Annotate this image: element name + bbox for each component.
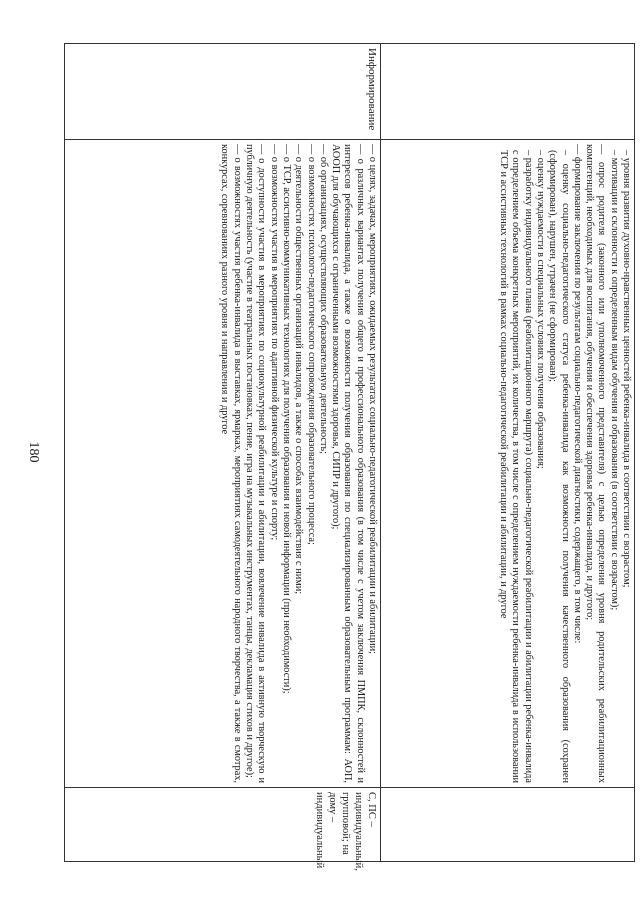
content-line: — о возможностях участия в мероприятиях по адаптивной физической культуре и спорту; xyxy=(268,144,280,541)
service-name-cell: Информирование xyxy=(65,44,381,140)
content-line: — об организациях, осуществляющих образовательную деятельность; xyxy=(317,144,329,455)
service-content-cell xyxy=(65,140,381,788)
content-line: — о деятельности общественных организаций инвалидов, а также о способах взаимодействия с ними; xyxy=(293,144,305,595)
content-line: — о возможностях участия ребенка-инвалида в выставках, ярмарках, мероприятиях самодеятельного народного творчества, а также в смотрах, конкурсах, соревнованиях разного уровня и направления и другое xyxy=(219,144,243,783)
content-line: — о ТСР, ассистивно-коммуникативных технологиях для получения образования и новой информации (при необходимости); xyxy=(280,144,292,694)
service-content-cell xyxy=(381,140,635,788)
rehabilitation-table xyxy=(64,43,635,871)
content-line: – оценку нуждаемости в специальных условиях получения образования; xyxy=(534,150,546,469)
service-form-cell xyxy=(381,788,635,862)
content-line: — опрос родителя (законного или уполномоченного представителя) с целью определения уровня родительских реабилитационных компетенций, необходимых для воспитания, обучения и обеспечения здоровья ребенка-инвалида, и другого; xyxy=(584,144,608,783)
content-line: – уровня развития духовно-нравственных ценностей ребенка-инвалида в соответствии с возрастом; xyxy=(621,150,632,588)
content-line: – разработку индивидуального плана (реабилитационного маршрута) социально-педагогической реабилитации и абилитации ребенка-инвалида с определением объема конкретных мероприятий, их количества, в том числе с определением нуждаемости ребенка-инвалида в использовании ТСР и ассистивных технологий в рамках социально-педагогической реабилитации и абилитации, и другое xyxy=(498,150,534,783)
content-line: — о различных вариантах получения общего и профессионального образования (в том числе с учетом заключения ПМПК, склонностей и интересов ребенка-инвалида, а также о возможности получения образования по специализированным образовательным программам: АОП, АООП для обучающихся с ограниченными возможностями здоровья, СИПР и другого); xyxy=(330,144,366,783)
page-number: 180 xyxy=(26,441,41,463)
content-line: – оценку социально-педагогического статуса ребенка-инвалида как возможности получения качественного образования (сохранен (сформирован), нарушен, утрачен (не сформирован); xyxy=(547,150,571,783)
rotated-page xyxy=(65,43,635,871)
content-line: — о целях, задачах, мероприятиях, ожидаемых результатах социально-педагогической реабилитации и абилитации; xyxy=(367,144,378,654)
table-row xyxy=(381,44,635,862)
service-form-cell: С, ПС – индивидуальный, групповой; на дому – индивидуальный xyxy=(65,788,381,862)
table-row xyxy=(65,44,381,862)
content-line: — о возможностях психолого-педагогического сопровождения образовательного процесса; xyxy=(305,144,317,545)
service-name-cell xyxy=(381,44,635,140)
content-line: — формирование заключения по результатам социально-педагогической диагностики, содержащего, в том числе: xyxy=(571,144,583,644)
content-line: – мотивации и склонности к определенным видам обучения и образования (в соответствии с возрастом); xyxy=(608,150,620,611)
content-line: — о доступности участия в мероприятиях по социокультурной реабилитации и абилитации, вовлечение инвалида в активную творческую и публичную деятельность (участие в театральных постановках, пение, игра на музыкальных инструментах, танцы, декламация стихов и другое); xyxy=(244,144,268,783)
